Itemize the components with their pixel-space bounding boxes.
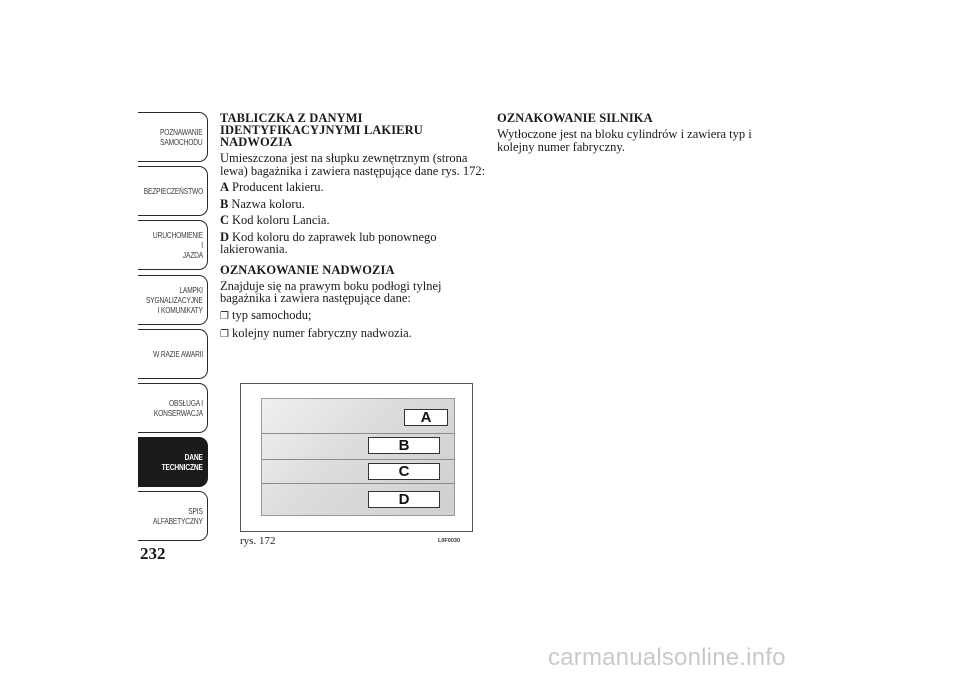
tab-label: LAMPKI SYGNALIZACYJNE I KOMUNIKATY xyxy=(146,285,203,315)
plate-label-b: B xyxy=(368,437,440,454)
plate-divider xyxy=(262,433,454,434)
list-item xyxy=(220,309,490,324)
item-key: C xyxy=(220,213,230,227)
paint-plate-intro: Umieszczona jest na słupku zewnętrznym (strona lewa) bagażnika i zawiera następujące dane rys. 172: xyxy=(220,151,486,178)
right-column xyxy=(497,112,787,153)
tab-label: SPIS ALFABETYCZNY xyxy=(153,506,203,526)
plate-label-c: C xyxy=(368,463,440,480)
checkbox-bullet-icon: ❐ xyxy=(220,329,229,340)
tab-label: URUCHOMIENIE I JAZDA xyxy=(152,230,203,260)
tab-spis-alfabetyczny[interactable] xyxy=(138,491,208,541)
engine-marking-text: Wytłoczone jest na bloku cylindrów i zawiera typ i kolejny numer fabryczny. xyxy=(497,127,752,154)
tab-w-razie-awarii[interactable] xyxy=(138,329,208,379)
tab-dane-techniczne[interactable] xyxy=(138,437,208,487)
item-text: Nazwa koloru. xyxy=(231,196,305,211)
checkbox-bullet-icon: ❐ xyxy=(220,310,229,322)
plate-label-d: D xyxy=(368,491,440,508)
bullet-text: typ samochodu; xyxy=(231,307,312,322)
tab-bezpieczenstwo[interactable] xyxy=(138,166,208,216)
section-title-body-marking: OZNAKOWANIE NADWOZIA xyxy=(220,262,395,277)
tab-lampki-sygnalizacyjne[interactable] xyxy=(138,275,208,325)
left-column xyxy=(220,112,490,342)
watermark: carmanualsonline.info xyxy=(548,644,786,671)
tab-label: W RAZIE AWARII xyxy=(152,349,203,359)
figure-paint-plate xyxy=(240,383,473,532)
item-key: D xyxy=(220,229,230,244)
list-item xyxy=(220,231,490,256)
tab-poznawanie-samochodu[interactable] xyxy=(138,112,208,162)
figure-code: L0F0030 xyxy=(438,538,461,544)
bullet-text: kolejny numer fabryczny nadwozia. xyxy=(231,326,412,340)
item-key: B xyxy=(220,196,229,211)
body-marking-intro: Znajduje się na prawym boku podłogi tylnej bagażnika i zawiera następujące dane: xyxy=(220,278,442,305)
list-item xyxy=(220,198,490,211)
item-text: Kod koloru do zaprawek lub ponownego lakierowania. xyxy=(220,229,437,256)
section-title-paint-plate: TABLICZKA Z DANYMI IDENTYFIKACYJNYMI LAKIERU NADWOZIA xyxy=(220,111,423,149)
page-number: 232 xyxy=(140,544,166,563)
tab-uruchomienie-i-jazda[interactable] xyxy=(138,220,208,270)
plate-label-a: A xyxy=(404,409,448,426)
list-item xyxy=(220,181,490,194)
tab-label: OBSŁUGA I KONSERWACJA xyxy=(153,398,203,418)
tab-obsluga-i-konserwacja[interactable] xyxy=(138,383,208,433)
item-text: Kod koloru Lancia. xyxy=(232,213,330,227)
item-key: A xyxy=(220,180,230,194)
paint-plate-illustration xyxy=(261,398,455,516)
tab-label: BEZPIECZEŃSTWO xyxy=(143,186,203,196)
plate-divider xyxy=(262,483,454,484)
figure-caption: rys. 172 xyxy=(240,535,276,547)
item-text: Producent lakieru. xyxy=(232,180,324,194)
list-item xyxy=(220,327,490,342)
section-title-engine-marking: OZNAKOWANIE SILNIKA xyxy=(497,111,653,125)
plate-divider xyxy=(262,459,454,460)
tab-label: DANE TECHNICZNE xyxy=(161,452,203,472)
tab-label: POZNAWANIE SAMOCHODU xyxy=(160,127,203,147)
list-item xyxy=(220,214,490,227)
